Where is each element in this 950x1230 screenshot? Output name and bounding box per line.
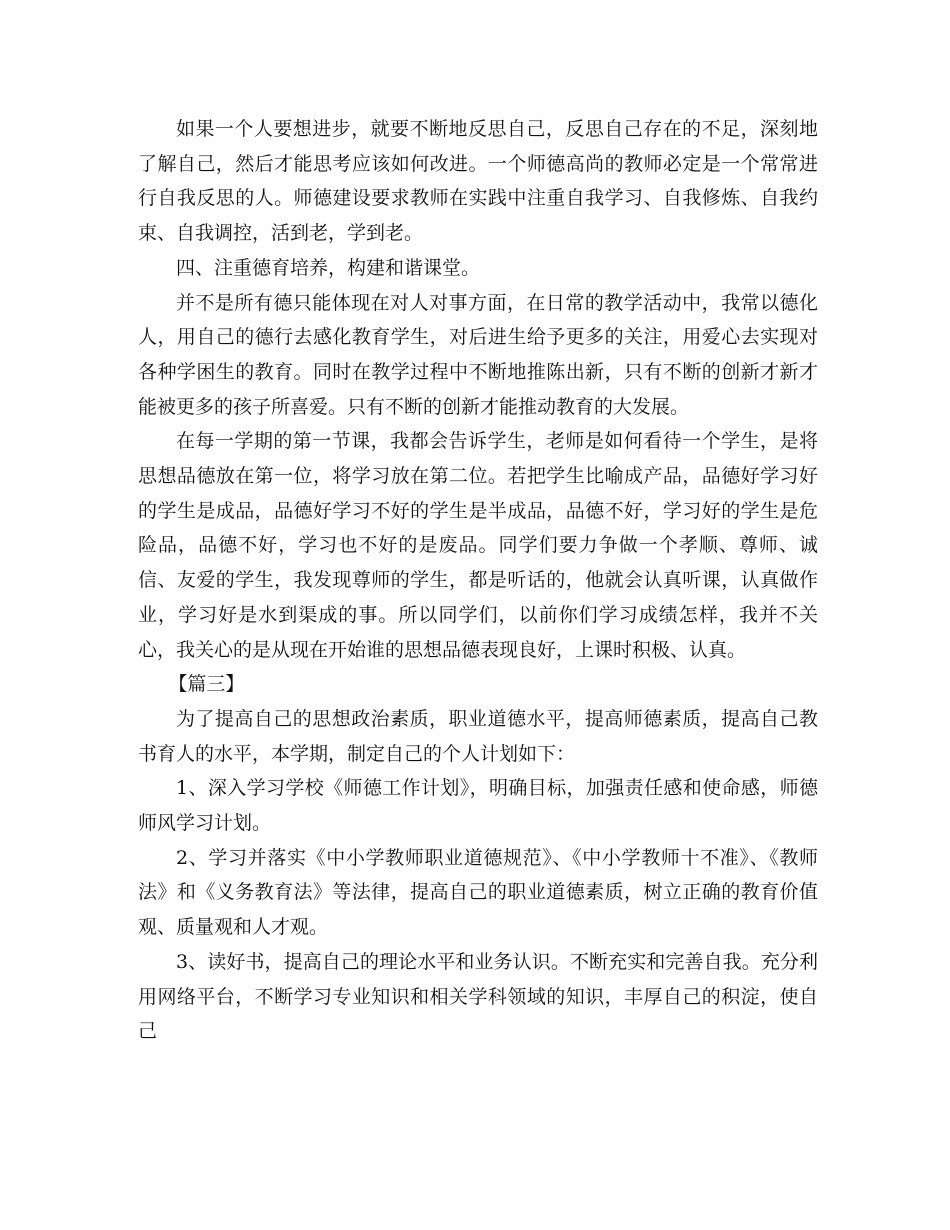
paragraph-moral-influence: 并不是所有德只能体现在对人对事方面，在日常的教学活动中，我常以德化人，用自己的德行去感化教育学生，对后进生给予更多的关注，用爱心去实现对各种学困生的教育。同时在教学过程中不断地推陈出新，只有不断的创新才新才能被更多的孩子所喜爱。只有不断的创新才能推动教育的大发展。	[138, 291, 818, 418]
heading-moral-education: 四、注重德育培养，构建和谐课堂。	[176, 256, 481, 279]
paragraph-first-lesson: 在每一学期的第一节课，我都会告诉学生，老师是如何看待一个学生，是将思想品德放在第一位，将学习放在第二位。若把学生比喻成产品，品德好学习好的学生是成品，品德好学习不好的学生是半成品，品德不好，学习好的学生是危险品，品德不好，学习也不好的是废品。同学们要力争做一个孝顺、尊师、诚信、友爱的学生，我发现尊师的学生，都是听话的，他就会认真听课，认真做作业，学习好是水到渠成的事。所以同学们，以前你们学习成绩怎样，我并不关心，我关心的是从现在开始谁的思想品德表现良好，上课时积极、认真。	[138, 430, 818, 661]
paragraph-self-reflection: 如果一个人要想进步，就要不断地反思自己，反思自己存在的不足，深刻地了解自己，然后才能思考应该如何改进。一个师德高尚的教师必定是一个常常进行自我反思的人。师德建设要求教师在实践中注重自我学习、自我修炼、自我约束、自我调控，活到老，学到老。	[138, 118, 818, 245]
paragraph-plan-intro: 为了提高自己的思想政治素质，职业道德水平，提高师德素质，提高自己教书育人的水平，本学期，制定自己的个人计划如下：	[138, 707, 818, 765]
list-item-1: 1、深入学习学校《师德工作计划》，明确目标，加强责任感和使命感，师德师风学习计划。	[138, 777, 818, 835]
document-page	[138, 112, 818, 1049]
section-heading-part-three: 【篇三】	[168, 673, 245, 696]
list-item-3: 3、读好书，提高自己的理论水平和业务认识。不断充实和完善自我。充分利用网络平台，不断学习专业知识和相关学科领域的知识，丰厚自己的积淀，使自己	[138, 950, 818, 1043]
list-item-2: 2、学习并落实《中小学教师职业道德规范》、《中小学教师十不准》、《教师法》和《义务教育法》等法律，提高自己的职业道德素质，树立正确的教育价值观、质量观和人才观。	[138, 846, 818, 939]
